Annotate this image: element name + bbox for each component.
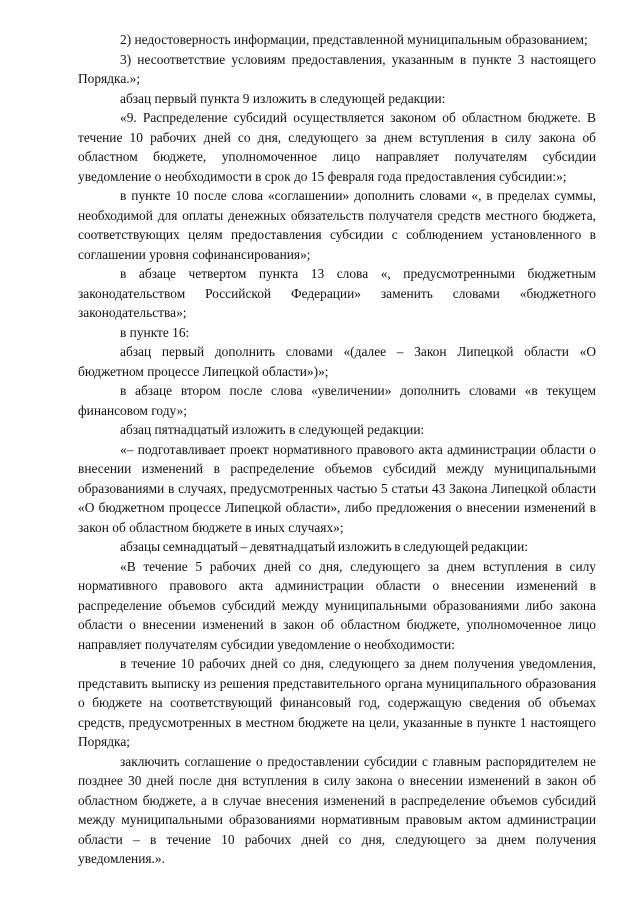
document-body bbox=[78, 30, 596, 869]
paragraph-point-16-18-text: в течение 10 рабочих дней со дня, следующего за днем получения уведомления, представить выписку из решения представительного органа муниципального образования о бюджете на соответствующий финансовый год, содержащую сведения об объемах средств, предусмотренных в местном бюджете на цели, указанные в пункте 1 настоящего Порядка; bbox=[78, 656, 596, 749]
paragraph-point-10-amendment: в пункте 10 после слова «соглашении» дополнить словами «, в пределах суммы, необходимой для оплаты денежных обязательств получателя средств местного бюджета, соответствующих целям предоставления субсидии с соблюдением установленного в соглашении уровня софинансирования»; bbox=[78, 188, 596, 262]
paragraph-point-16-second: в абзаце втором после слова «увеличении» дополнить словами «в текущем финансовом году»; bbox=[78, 383, 596, 418]
paragraph-point-16-17-text: «В течение 5 рабочих дней со дня, следующего за днем вступления в силу нормативного правового акта администрации области о внесении изменений в распределение объемов субсидий между муниципальными образованиями либо закона области о внесении изменений в закон об областном бюджете, уполномоченное лицо направляет получателям субсидии уведомление о необходимости: bbox=[78, 558, 596, 652]
paragraph-point-9-text: «9. Распределение субсидий осуществляется законом об областном бюджете. В течение 10 рабочих дней со дня, следующего за днем вступления в силу закона об областном бюджете, уполномоченное лицо направляет получателям субсидии уведомление о необходимости в срок до 15 февраля года предоставления субсидии:»; bbox=[78, 110, 596, 184]
paragraph-point-16-fifteenth-instruction: абзац пятнадцатый изложить в следующей редакции: bbox=[120, 422, 425, 437]
paragraph-point-16-19-text: заключить соглашение о предоставлении субсидии с главным распорядителем не позднее 30 дней после дня вступления в силу закона о внесении изменений в закон об областном бюджете, а в случае внесения изменений в распределение объемов субсидий между муниципальными образованиями нормативным правовым актом администрации области – в течение 10 рабочих дней со дня, следующего за днем получения уведомления.». bbox=[78, 753, 596, 866]
paragraph-point-16-first: абзац первый дополнить словами «(далее – Закон Липецкой области «О бюджетном процессе Липецкой области»)»; bbox=[78, 344, 596, 379]
paragraph-item-2: 2) недостоверность информации, представленной муниципальным образованием; bbox=[120, 32, 588, 47]
paragraph-point-13-amendment: в абзаце четвертом пункта 13 слова «, предусмотренными бюджетным законодательством Российской Федерации» заменить словами «бюджетного законодательства»; bbox=[78, 266, 596, 320]
paragraph-point-16-heading: в пункте 16: bbox=[120, 324, 190, 340]
paragraph-item-3: 3) несоответствие условиям предоставления, указанным в пункте 3 настоящего Порядка.»; bbox=[78, 51, 596, 86]
paragraph-point-9-instruction: абзац первый пункта 9 изложить в следующей редакции: bbox=[120, 90, 446, 106]
paragraph-point-16-fifteenth-text: «– подготавливает проект нормативного правового акта администрации области о внесении изменений в распределение объемов субсидий между муниципальными образованиями в случаях, предусмотренных частью 5 статьи 43 Закона Липецкой области «О бюджетном процессе Липецкой области», либо предложения о внесении изменений в закон об областном бюджете в иных случаях»; bbox=[78, 441, 596, 535]
paragraph-point-16-17-19-instruction: абзацы семнадцатый – девятнадцатый изложить в следующей редакции: bbox=[120, 539, 528, 554]
